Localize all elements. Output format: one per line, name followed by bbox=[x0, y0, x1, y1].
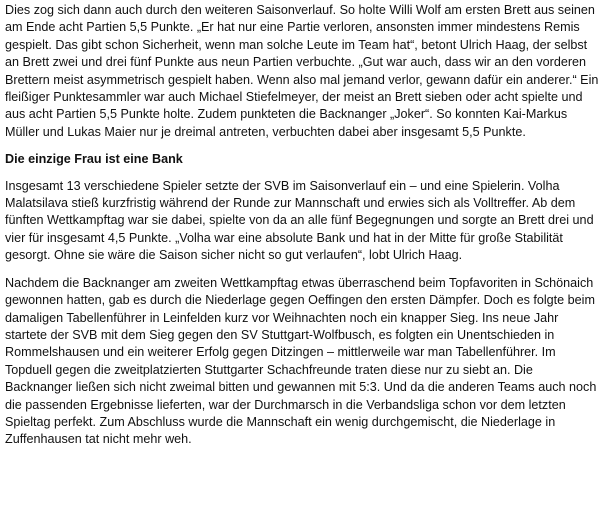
article-paragraph-3: Nachdem die Backnanger am zweiten Wettkampftag etwas überraschend beim Topfavoriten in Schönaich gewonnen hatten, gab es durch die Niederlage gegen Oeffingen den ersten Dämpfer. Doch es folgte beim damaligen Tabellenführer in Leinfelden kurz vor Weihnachten noch ein knapper Sieg. Ins neue Jahr startete der SVB mit dem Sieg gegen den SV Stuttgart-Wolfbusch, es folgten ein Unentschieden in Rommelshausen und ein weiterer Erfolg gegen Ditzingen – mittlerweile war man Tabellenführer. Im Topduell gegen die zweitplatzierten Stuttgarter Schachfreunde traten diese nur zu siebt an. Die Backnanger ließen sich nicht zweimal bitten und gewannen mit 5:3. Und da die anderen Teams auch noch die passenden Ergebnisse lieferten, war der Durchmarsch in die Verbandsliga schon vor dem letzten Spieltag perfekt. Zum Abschluss wurde die Mannschaft ein wenig durchgemischt, die Niederlage in Zuffenhausen tat nicht mehr weh. bbox=[5, 275, 597, 447]
article-subheading: Die einzige Frau ist eine Bank bbox=[5, 152, 183, 167]
article-paragraph-1: Dies zog sich dann auch durch den weiteren Saisonverlauf. So holte Willi Wolf am ersten Brett aus seinen am Ende acht Partien 5,5 Punkte. „Er hat nur eine Partie verloren, ansonsten immer mindestens Remis gespielt. Das gibt schon Sicherheit, wenn man solche Leute im Team hat“, betont Ulrich Haag, der selbst an Brett zwei und drei fünf Punkte aus neun Partien verbuchte. „Gut war auch, dass wir an den vorderen Brettern meist asymmetrisch gespielt haben. Wenn also mal jemand verlor, gewann dafür ein anderer.“ Ein fleißiger Punktesammler war auch Michael Stiefelmeyer, der meist an Brett sieben oder acht spielte und aus acht Partien 5,5 Punkte holte. Zudem punkteten die Backnanger „Joker“. So konnten Kai-Markus Müller und Lukas Maier nur je dreimal antreten, verbuchten dabei aber insgesamt 5,5 Punkte. bbox=[5, 3, 599, 139]
article-paragraph-2: Insgesamt 13 verschiedene Spieler setzte der SVB im Saisonverlauf ein – und eine Spielerin. Volha Malatsilava stieß kurzfristig während der Runde zur Mannschaft und erwies sich als Volltreffer. Ab dem fünften Wettkampftag war sie dabei, spielte von da an alle fünf Begegnungen und sorgte an Brett drei und vier für insgesamt 4,5 Punkte. „Volha war eine absolute Bank und hat in der Mitte für große Stabilität gesorgt. Ohne sie wäre die Saison sicher nicht so gut verlaufen“, lobt Ulrich Haag. bbox=[5, 178, 594, 263]
